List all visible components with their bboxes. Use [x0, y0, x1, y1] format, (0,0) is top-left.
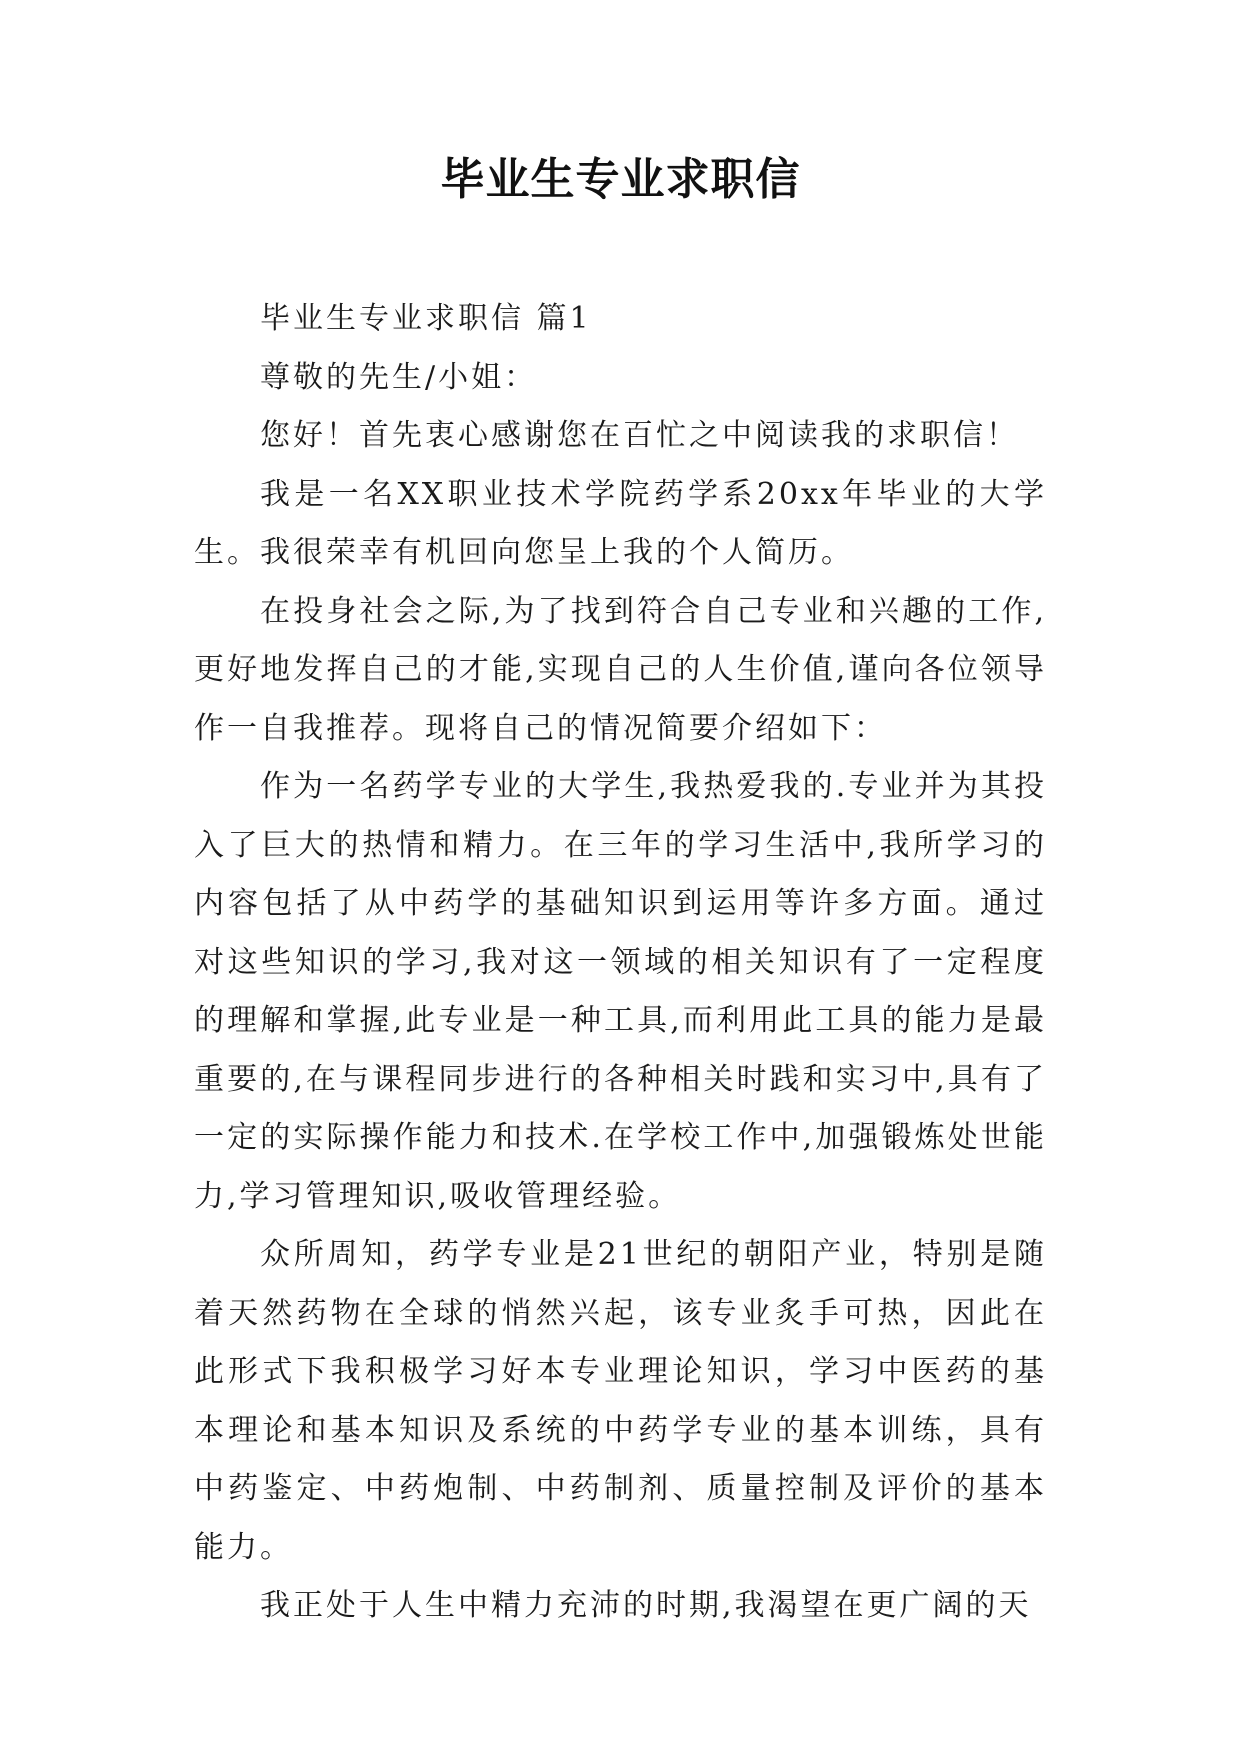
document-title: 毕业生专业求职信	[440, 154, 801, 205]
intro-paragraph: 我是一名XX职业技术学院药学系20xx年毕业的大学生。我很荣幸有机回向您呈上我的个人简历。	[194, 476, 1047, 570]
document-body	[194, 290, 1047, 1636]
section-heading: 毕业生专业求职信 篇1	[260, 301, 592, 336]
closing-paragraph: 我正处于人生中精力充沛的时期,我渴望在更广阔的天	[260, 1588, 1032, 1623]
major-paragraph: 作为一名药学专业的大学生,我热爱我的.专业并为其投入了巨大的热情和精力。在三年的学习生活中,我所学习的内容包括了从中药学的基础知识到运用等许多方面。通过对这些知识的学习,我对这一领域的相关知识有了一定程度的理解和掌握,此专业是一种工具,而利用此工具的能力是最重要的,在与课程同步进行的各种相关时践和实习中,具有了一定的实际操作能力和技术.在学校工作中,加强锻炼处世能力,学习管理知识,吸收管理经验。	[194, 769, 1047, 1214]
greeting-paragraph: 您好！首先衷心感谢您在百忙之中阅读我的求职信！	[260, 418, 1019, 453]
industry-paragraph: 众所周知，药学专业是21世纪的朝阳产业，特别是随着天然药物在全球的悄然兴起，该专业炙手可热，因此在此形式下我积极学习好本专业理论知识，学习中医药的基本理论和基本知识及系统的中药学专业的基本训练，具有中药鉴定、中药炮制、中药制剂、质量控制及评价的基本能力。	[194, 1237, 1047, 1565]
salutation: 尊敬的先生/小姐：	[260, 359, 538, 395]
purpose-paragraph: 在投身社会之际,为了找到符合自己专业和兴趣的工作,更好地发挥自己的才能,实现自己的人生价值,谨向各位领导作一自我推荐。现将自己的情况简要介绍如下：	[194, 593, 1047, 746]
